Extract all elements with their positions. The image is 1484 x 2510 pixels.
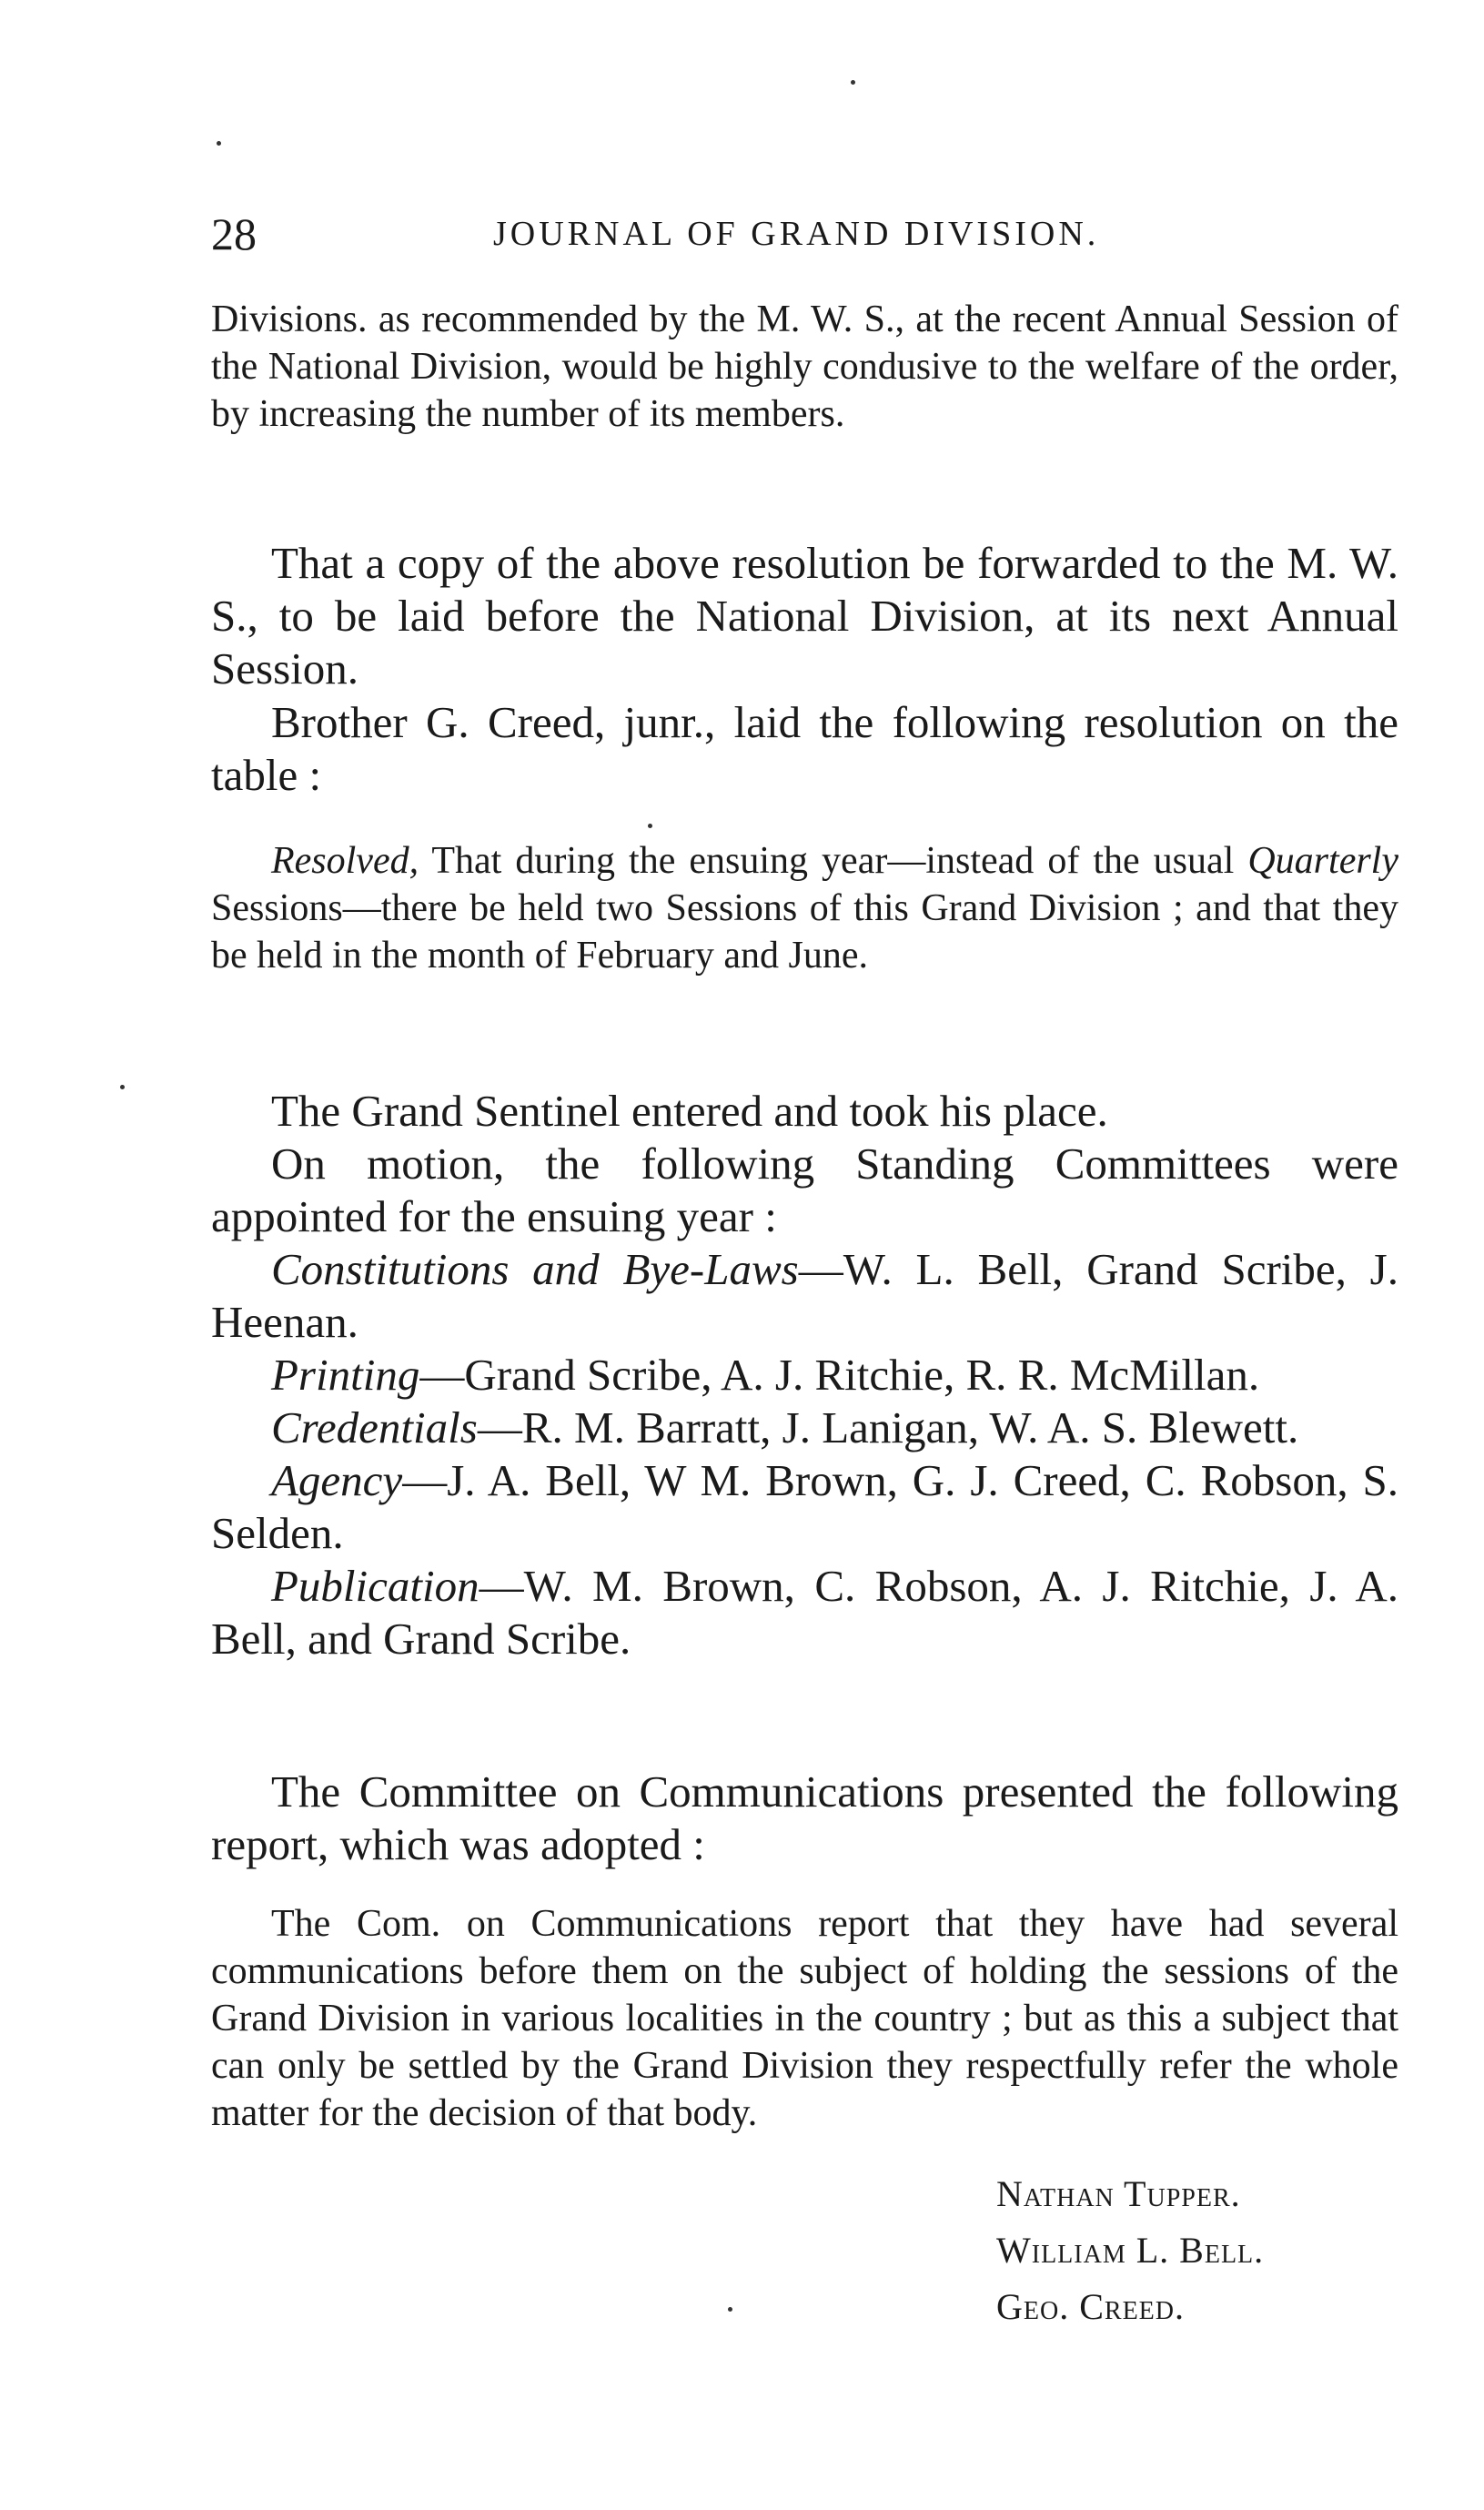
committee-members: —W. L. Bell, Grand Scribe, J. Heenan. xyxy=(211,1244,1398,1347)
committee-name: Constitutions and Bye-Laws xyxy=(271,1244,799,1294)
paragraph-grand-sentinel: The Grand Sentinel entered and took his place. xyxy=(271,1086,1108,1136)
resolved-label: Resolved, xyxy=(271,840,419,882)
committee-name: Agency xyxy=(271,1455,403,1505)
print-speck xyxy=(120,1085,125,1089)
committee-item xyxy=(211,1454,1398,1560)
signature-william-bell: William L. Bell. xyxy=(996,2230,1265,2271)
committee-item xyxy=(211,1402,1398,1454)
committee-members: —R. M. Barratt, J. Lanigan, W. A. S. Blewett. xyxy=(477,1402,1299,1452)
signatures xyxy=(996,2166,1378,2335)
page-number: 28 xyxy=(211,208,257,259)
running-head: JOURNAL OF GRAND DIVISION. xyxy=(493,215,1100,253)
paragraph-divisions: Divisions. as recommended by the M. W. S., at the recent Annual Session of the National Division, would be highly condusive to the welfare of the order, by increasing the number of its members. xyxy=(211,299,1398,435)
committee-item xyxy=(211,1243,1398,1349)
committee-members: —W. M. Brown, C. Robson, A. J. Ritchie, J. A. Bell, and Grand Scribe. xyxy=(211,1561,1398,1664)
resolution-paragraph xyxy=(211,837,1398,979)
print-speck xyxy=(728,2307,732,2312)
print-speck xyxy=(217,141,221,146)
committee-name: Credentials xyxy=(271,1402,478,1452)
committee-item xyxy=(211,1349,1398,1402)
paragraph-committee-communications: The Committee on Communications presented the following report, which was adopted : xyxy=(211,1766,1398,1869)
print-speck xyxy=(648,824,652,828)
committee-members: —Grand Scribe, A. J. Ritchie, R. R. McMillan. xyxy=(419,1350,1260,1400)
print-speck xyxy=(851,80,855,85)
paragraph-brother-creed: Brother G. Creed, junr., laid the following resolution on the table : xyxy=(211,697,1398,800)
paragraph-copy-resolution: That a copy of the above resolution be forwarded to the M. W. S., to be laid before the National Division, at its next Annual Session. xyxy=(211,538,1398,693)
committee-members: —J. A. Bell, W M. Brown, G. J. Creed, C. Robson, S. Selden. xyxy=(211,1455,1398,1558)
quarterly-term: Quarterly xyxy=(1247,840,1398,882)
resolution-text-b: Sessions—there be held two Sessions of this Grand Division ; and that they be held in the month of February and June. xyxy=(211,887,1398,977)
page-header xyxy=(211,202,1394,266)
communications-report: The Com. on Communications report that they have had several communications before them on the subject of holding the sessions of the Grand Division in various localities in the country ; but as this a subject that can only be settled by the Grand Division they respectfully refer the whole matter for the decision of that body. xyxy=(211,1903,1398,2134)
committee-item xyxy=(211,1560,1398,1665)
resolution-text-a: That during the ensuing year—instead of the usual xyxy=(419,840,1248,882)
paragraph-on-motion: On motion, the following Standing Committees were appointed for the ensuing year : xyxy=(211,1139,1398,1241)
committees-list xyxy=(211,1243,1398,1665)
signature-geo-creed: Geo. Creed. xyxy=(996,2286,1185,2327)
signature-nathan-tupper: Nathan Tupper. xyxy=(996,2173,1241,2214)
committee-name: Publication xyxy=(271,1561,480,1611)
committee-name: Printing xyxy=(271,1350,420,1400)
